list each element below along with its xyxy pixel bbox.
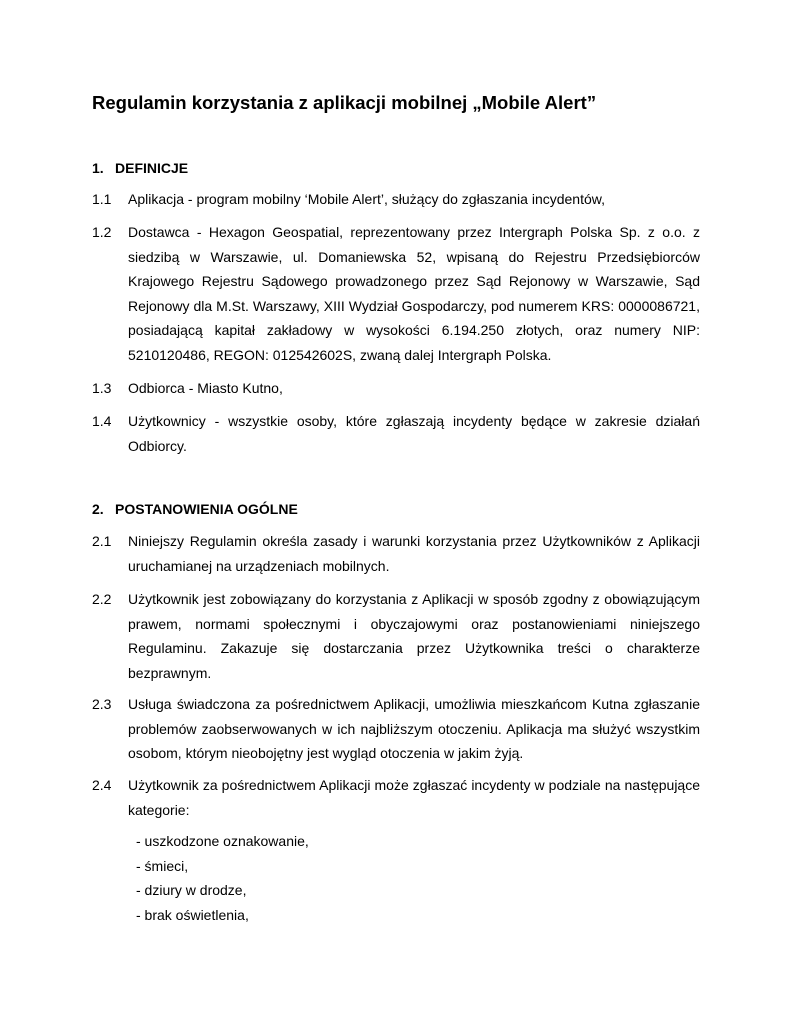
clause-2-1 [92, 529, 700, 578]
clause-1-3 [92, 376, 700, 401]
section-number: 2. [92, 501, 104, 517]
category-list [136, 829, 536, 927]
list-item: - śmieci, [136, 857, 189, 874]
clause-number: 2.4 [92, 777, 112, 793]
clause-text: Użytkownicy - wszystkie osoby, które zgłaszają incydenty będące w zakresie działań Odbiorcy. [128, 413, 700, 454]
clause-number: 1.3 [92, 380, 112, 396]
clause-text: Aplikacja - program mobilny ‘Mobile Alert’, służący do zgłaszania incydentów, [128, 191, 605, 207]
clause-number: 1.4 [92, 413, 112, 429]
section-number: 1. [92, 160, 104, 176]
clause-text: Odbiorca - Miasto Kutno, [128, 380, 283, 396]
clause-text: Dostawca - Hexagon Geospatial, reprezentowany przez Intergraph Polska Sp. z o.o. z siedzibą w Warszawie, ul. Domaniewska 52, wpisaną do Rejestru Przedsiębiorców Krajowego Rejestru Sądowego prowadzonego przez Sąd Rejonowy w Warszawie, Sąd Rejonowy dla M.St. Warszawy, XIII Wydział Gospodarczy, pod numerem KRS: 0000086721, posiadającą kapitał zakładowy w wysokości 6.194.250 złotych, oraz numery NIP: 5210120486, REGON: 012542602S, zwaną dalej Intergraph Polska. [128, 224, 700, 363]
clause-number: 2.3 [92, 696, 112, 712]
clause-text: Użytkownik za pośrednictwem Aplikacji może zgłaszać incydenty w podziale na następujące kategorie: [128, 777, 700, 818]
clause-number: 1.2 [92, 224, 112, 240]
list-item: - uszkodzone oznakowanie, [136, 833, 309, 849]
clause-1-1 [92, 187, 700, 212]
clause-2-2 [92, 587, 700, 685]
clause-number: 2.1 [92, 533, 112, 549]
clause-text: Użytkownik jest zobowiązany do korzystania z Aplikacji w sposób zgodny z obowiązującym prawem, normami społecznymi i obyczajowymi oraz postanowieniami niniejszego Regulaminu. Zakazuje się dostarczania przez Użytkownika treści o charakterze bezprawnym. [128, 591, 700, 681]
clause-text: Usługa świadczona za pośrednictwem Aplikacji, umożliwia mieszkańcom Kutna zgłaszanie problemów zaobserwowanych w ich najbliższym otoczeniu. Aplikacja ma służyć wszystkim osobom, którym nieobojętny jest wygląd otoczenia w jakim żyją. [128, 696, 700, 762]
clause-1-4 [92, 409, 700, 458]
clause-2-3 [92, 692, 700, 766]
list-item: - dziury w drodze, [136, 882, 247, 899]
clause-text: Niniejszy Regulamin określa zasady i warunki korzystania przez Użytkowników z Aplikacji uruchamianej na urządzeniach mobilnych. [128, 533, 700, 574]
clause-number: 2.2 [92, 591, 112, 607]
section-title: DEFINICJE [115, 160, 189, 176]
clause-2-4 [92, 773, 700, 822]
document-title: Regulamin korzystania z aplikacji mobilnej „Mobile Alert” [92, 92, 597, 113]
section-title: POSTANOWIENIA OGÓLNE [115, 501, 298, 517]
clause-number: 1.1 [92, 191, 112, 207]
section-heading-definicje [92, 158, 188, 178]
section-heading-postanowienia-ogolne [92, 499, 298, 519]
clause-1-2 [92, 220, 700, 368]
list-item: - brak oświetlenia, [136, 906, 249, 923]
